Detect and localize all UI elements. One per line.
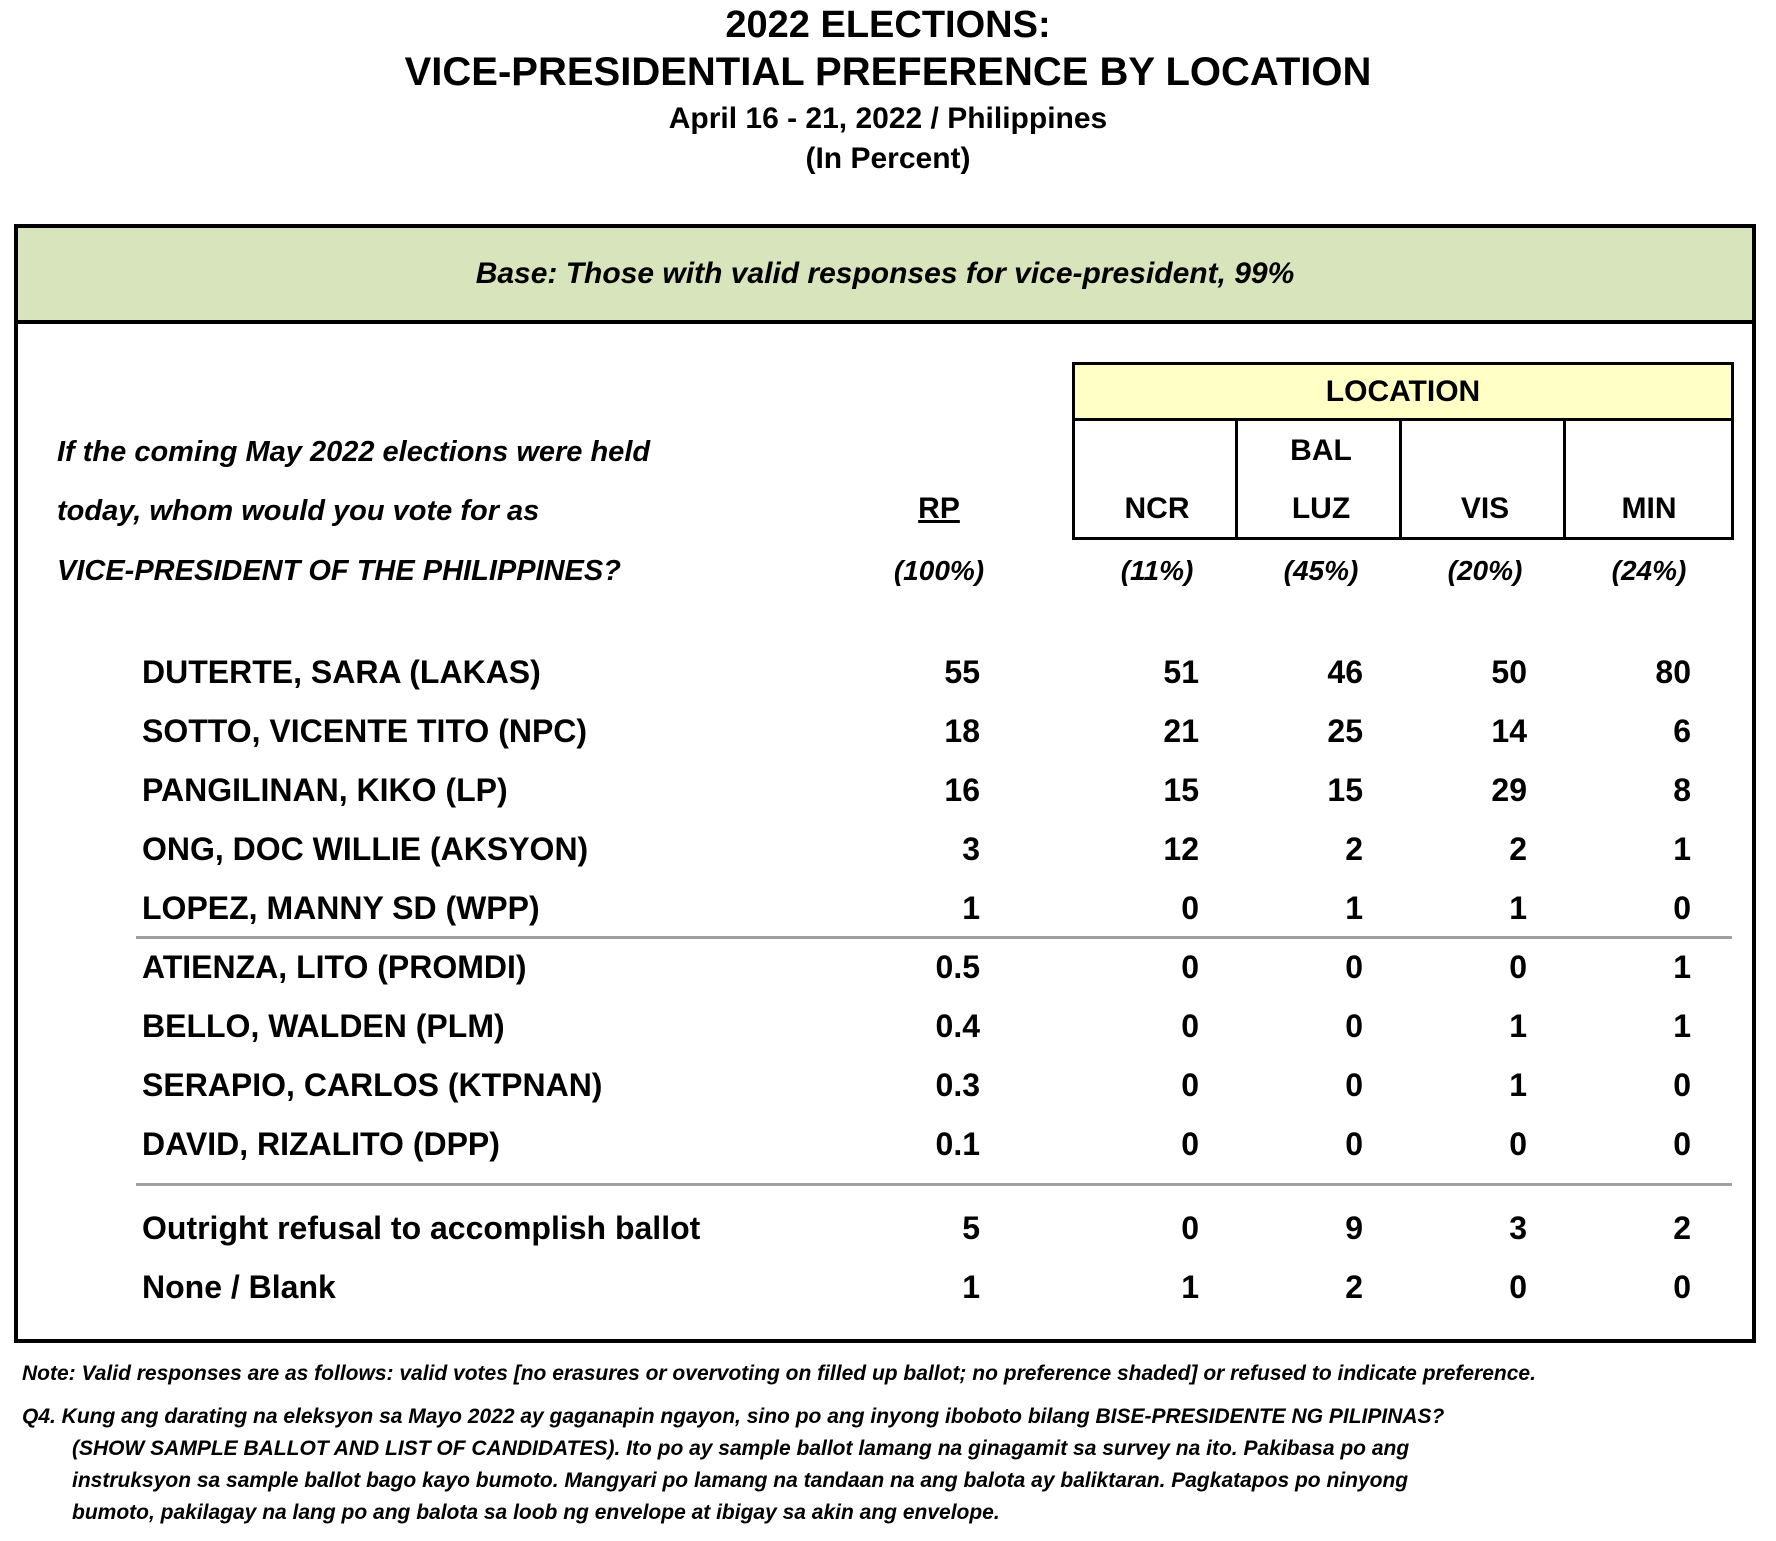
cell-rp: 1 [962,1269,980,1305]
table-row [142,1067,1742,1117]
cell-rp: 1 [962,890,980,926]
cell-min: 2 [1673,1210,1691,1246]
column-divider [1235,421,1238,538]
cell-ncr: 21 [1163,713,1199,749]
footnote-valid-responses: Note: Valid responses are as follows: valid votes [no erasures or overvoting on filled up ballot; no preference shaded] or refused to indicate preference. [22,1362,1536,1385]
column-header-bal-bottom: LUZ [1291,492,1351,525]
candidate-name: PANGILINAN, KIKO (LP) [142,772,508,808]
cell-vis: 1 [1509,890,1527,926]
row-separator [136,1183,1732,1186]
cell-rp: 0.3 [935,1067,980,1103]
base-banner: Base: Those with valid responses for vice-president, 99% [14,224,1756,324]
table-row [142,1269,1742,1319]
share-vis: (20%) [1447,555,1523,586]
question-line-2: today, whom would you vote for as [57,495,540,527]
cell-ncr: 0 [1181,1067,1199,1103]
candidate-name: None / Blank [142,1269,336,1305]
cell-ncr: 12 [1163,831,1199,867]
table-row [142,831,1742,881]
footnote-q4-line-2: (SHOW SAMPLE BALLOT AND LIST OF CANDIDATES). Ito po ay sample ballot lamang na ginagamit sa survey na ito. Pakibasa po ang [72,1437,1410,1460]
table-row [142,654,1742,704]
location-header: LOCATION [1075,365,1731,421]
candidate-name: Outright refusal to accomplish ballot [142,1210,701,1246]
title-line-1: 2022 ELECTIONS: [725,4,1051,46]
cell-rp: 18 [944,713,980,749]
cell-bal: 0 [1345,949,1363,985]
share-min: (24%) [1611,555,1687,586]
column-header-rp: RP [918,492,960,525]
cell-ncr: 0 [1181,1210,1199,1246]
cell-vis: 0 [1509,1269,1527,1305]
table-row [142,772,1742,822]
cell-ncr: 1 [1181,1269,1199,1305]
cell-vis: 1 [1509,1008,1527,1044]
cell-min: 1 [1673,831,1691,867]
title-line-2: VICE-PRESIDENTIAL PREFERENCE BY LOCATION [404,50,1372,94]
candidate-name: DUTERTE, SARA (LAKAS) [142,654,541,690]
cell-vis: 50 [1491,654,1527,690]
cell-rp: 16 [944,772,980,808]
cell-bal: 2 [1345,831,1363,867]
cell-vis: 2 [1509,831,1527,867]
candidate-name: ONG, DOC WILLIE (AKSYON) [142,831,589,867]
cell-bal: 15 [1327,772,1363,808]
share-rp: (100%) [893,555,985,586]
column-divider [1563,421,1566,538]
survey-dates: April 16 - 21, 2022 / Philippines [668,102,1108,135]
question-line-3: VICE-PRESIDENT OF THE PHILIPPINES? [57,555,621,587]
footnote-q4-line-3: instruksyon sa sample ballot bago kayo bumoto. Mangyari po lamang na tandaan na ang balota ay baliktaran. Pagkatapos po ninyong [72,1469,1409,1492]
cell-rp: 0.5 [935,949,980,985]
column-header-ncr: NCR [1124,492,1190,525]
cell-ncr: 0 [1181,1008,1199,1044]
cell-min: 0 [1673,1126,1691,1162]
cell-min: 1 [1673,1008,1691,1044]
table-row [142,1126,1742,1176]
cell-rp: 0.4 [935,1008,980,1044]
cell-ncr: 0 [1181,1126,1199,1162]
candidate-name: BELLO, WALDEN (PLM) [142,1008,505,1044]
cell-min: 80 [1655,654,1691,690]
cell-min: 8 [1673,772,1691,808]
footnote-q4-line-1: Q4. Kung ang darating na eleksyon sa Mayo 2022 ay gaganapin ngayon, sino po ang inyong iboboto bilang BISE-PRESIDENTE NG PILIPINAS? [22,1405,1445,1428]
cell-min: 0 [1673,1067,1691,1103]
cell-ncr: 15 [1163,772,1199,808]
cell-ncr: 0 [1181,949,1199,985]
cell-min: 6 [1673,713,1691,749]
share-ncr: (11%) [1120,555,1194,586]
candidate-name: SOTTO, VICENTE TITO (NPC) [142,713,588,749]
table-row [142,890,1742,940]
cell-min: 1 [1673,949,1691,985]
cell-bal: 46 [1327,654,1363,690]
candidate-name: ATIENZA, LITO (PROMDI) [142,949,527,985]
candidate-name: DAVID, RIZALITO (DPP) [142,1126,500,1162]
cell-bal: 0 [1345,1067,1363,1103]
cell-bal: 0 [1345,1126,1363,1162]
cell-min: 0 [1673,1269,1691,1305]
candidate-name: SERAPIO, CARLOS (KTPNAN) [142,1067,603,1103]
column-header-vis: VIS [1460,492,1510,525]
cell-min: 0 [1673,890,1691,926]
column-header-bal-top: BAL [1290,434,1352,467]
cell-ncr: 51 [1163,654,1199,690]
table-row [142,949,1742,999]
cell-rp: 55 [944,654,980,690]
question-line-1: If the coming May 2022 elections were held [57,436,651,468]
cell-vis: 1 [1509,1067,1527,1103]
cell-vis: 0 [1509,949,1527,985]
table-row [142,1008,1742,1058]
share-bal: (45%) [1283,555,1359,586]
cell-rp: 0.1 [935,1126,980,1162]
cell-bal: 2 [1345,1269,1363,1305]
row-separator [136,936,1732,939]
unit-label: (In Percent) [805,142,971,175]
cell-vis: 0 [1509,1126,1527,1162]
cell-bal: 9 [1345,1210,1363,1246]
table-row [142,713,1742,763]
candidate-name: LOPEZ, MANNY SD (WPP) [142,890,540,926]
cell-bal: 1 [1345,890,1363,926]
table-row [142,1210,1742,1260]
cell-rp: 3 [962,831,980,867]
column-divider [1399,421,1402,538]
cell-ncr: 0 [1181,890,1199,926]
column-header-min: MIN [1621,492,1677,525]
cell-bal: 0 [1345,1008,1363,1044]
cell-vis: 29 [1491,772,1527,808]
footnote-q4-line-4: bumoto, pakilagay na lang po ang balota sa loob ng envelope at ibigay sa akin ang envelope. [72,1501,1000,1524]
cell-rp: 5 [962,1210,980,1246]
cell-vis: 3 [1509,1210,1527,1246]
cell-vis: 14 [1491,713,1527,749]
cell-bal: 25 [1327,713,1363,749]
